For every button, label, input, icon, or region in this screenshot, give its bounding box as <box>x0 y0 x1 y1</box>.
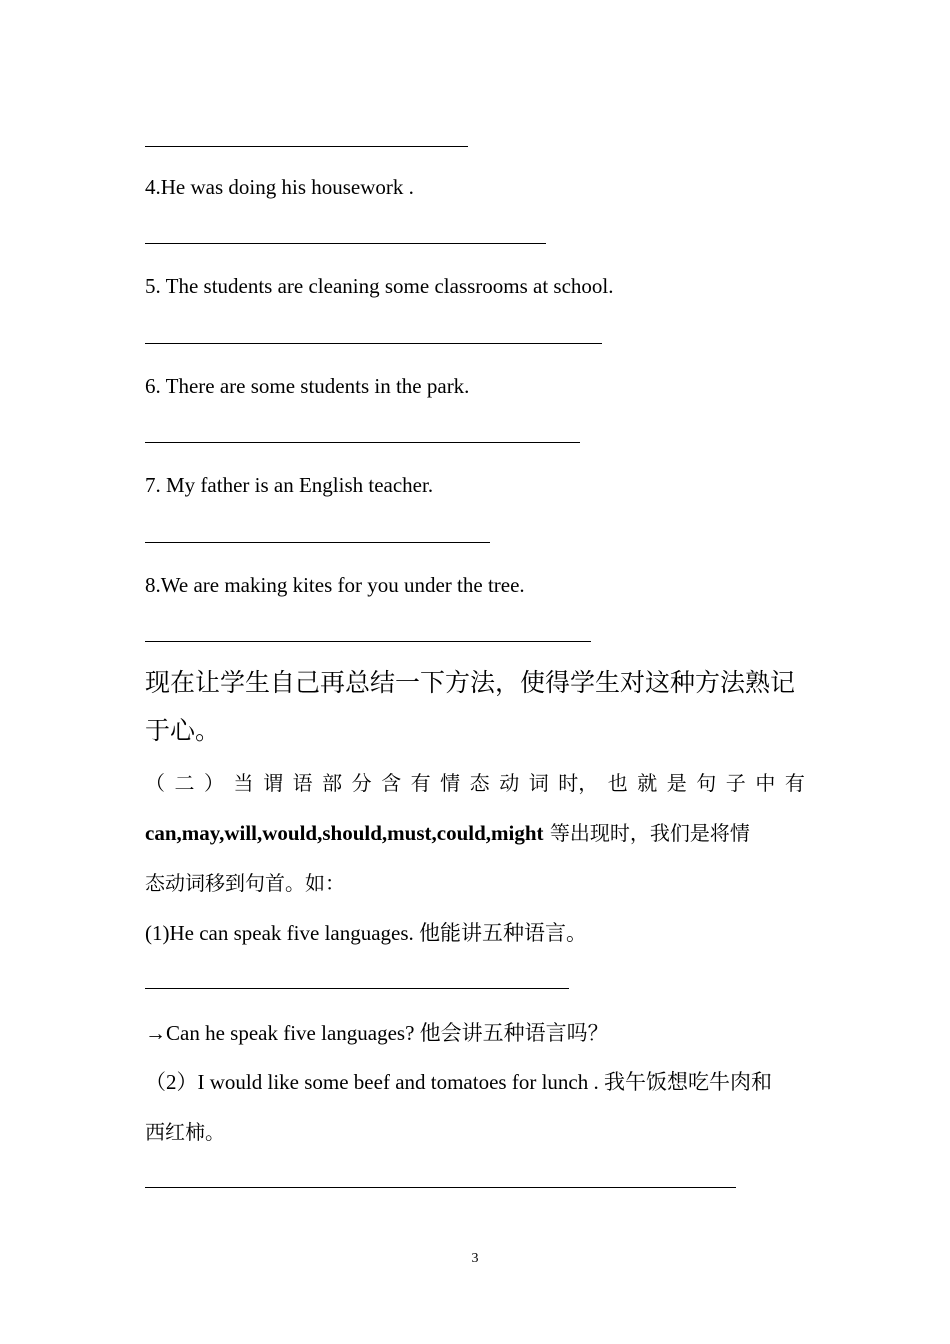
answer-line-7 <box>145 542 490 543</box>
section-2-line-3: 态动词移到句首。如： <box>145 871 345 895</box>
example-2-line-2: 西红柿。 <box>145 1120 225 1144</box>
answer-line-example-2 <box>145 1187 736 1188</box>
example-2-line-1: （2）I would like some beef and tomatoes for lunch . 我午饭想吃牛肉和 <box>145 1070 772 1094</box>
answer-line-4 <box>145 243 546 244</box>
heading-char: 动 <box>499 771 520 795</box>
answer-line-3 <box>145 146 468 147</box>
heading-char: 是 <box>666 771 687 795</box>
question-7: 7. My father is an English teacher. <box>145 473 434 497</box>
heading-char: 含 <box>381 771 402 795</box>
section-2-heading <box>145 770 805 796</box>
answer-line-example-1 <box>145 988 569 989</box>
modals-line <box>145 820 750 846</box>
answer-line-5 <box>145 343 602 344</box>
page-number: 3 <box>471 1251 479 1266</box>
heading-char: 句 <box>696 771 717 795</box>
question-4: 4.He was doing his housework . <box>145 175 414 199</box>
question-8: 8.We are making kites for you under the tree. <box>145 573 525 597</box>
heading-char: 中 <box>755 771 776 795</box>
heading-char: 也 <box>607 771 628 795</box>
heading-char: 部 <box>322 771 343 795</box>
heading-char: （ <box>145 771 165 795</box>
summary-line-2: 于心。 <box>145 716 221 745</box>
answer-line-8 <box>145 641 591 642</box>
heading-char: 分 <box>351 771 372 795</box>
example-1: (1)He can speak five languages. 他能讲五种语言。 <box>145 921 588 945</box>
heading-char: 当 <box>233 771 254 795</box>
heading-char: 有 <box>784 771 805 795</box>
heading-char: 谓 <box>263 771 284 795</box>
heading-char: 语 <box>292 771 313 795</box>
modal-verbs-list: can,may,will,would,should,must,could,might <box>145 821 544 845</box>
heading-char: ） <box>204 771 225 795</box>
answer-line-6 <box>145 442 580 443</box>
summary-line-1: 现在让学生自己再总结一下方法，使得学生对这种方法熟记 <box>145 668 796 697</box>
heading-char: 二 <box>174 771 195 795</box>
heading-char: 子 <box>725 771 746 795</box>
heading-char: 词 <box>528 771 549 795</box>
modals-line-tail: 等出现时，我们是将情 <box>543 821 750 845</box>
heading-char: 有 <box>410 771 431 795</box>
heading-char: 情 <box>440 771 461 795</box>
question-5: 5. The students are cleaning some classrooms at school. <box>145 274 614 298</box>
heading-char: 就 <box>637 771 658 795</box>
question-6: 6. There are some students in the park. <box>145 374 470 398</box>
heading-char: 态 <box>469 771 490 795</box>
heading-char: 时， <box>558 771 599 795</box>
example-1-answer: →Can he speak five languages? 他会讲五种语言吗？ <box>145 1021 609 1045</box>
